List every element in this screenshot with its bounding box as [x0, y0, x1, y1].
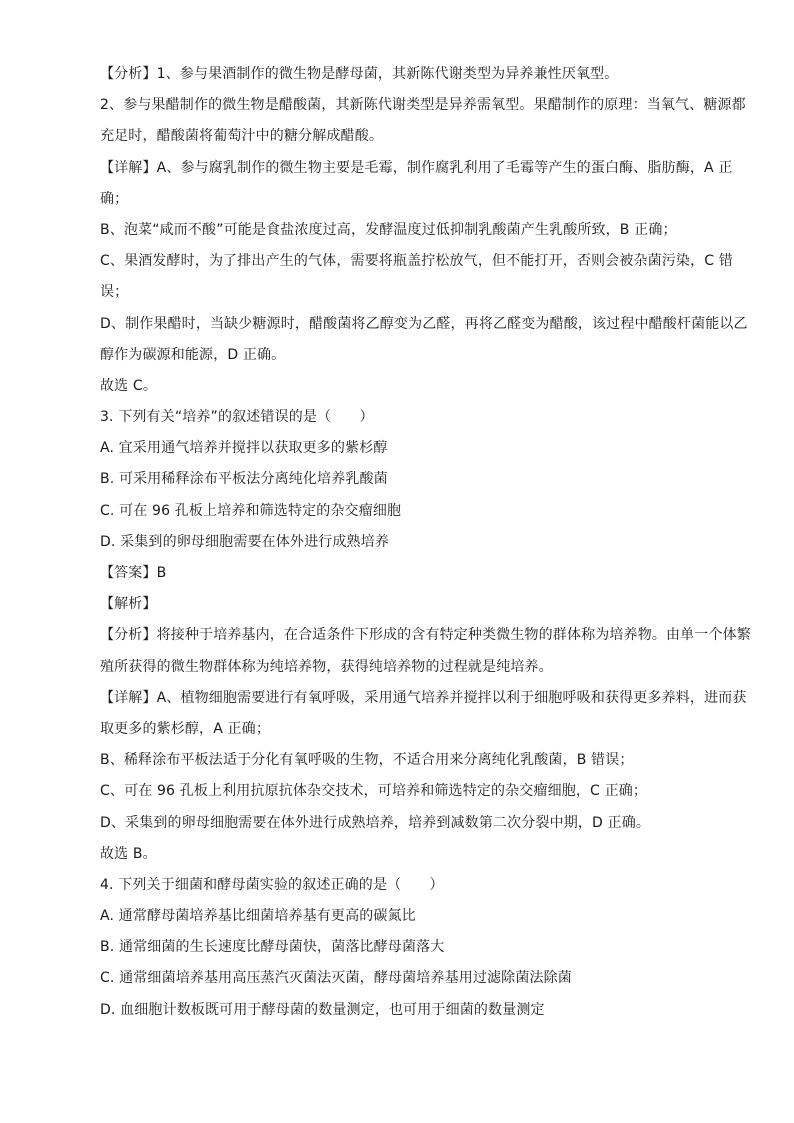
detail-c-line-1: C、果酒发酵时，为了排出产生的气体，需要将瓶盖拧松放气，但不能打开，否则会被杂菌污染，C 错	[100, 253, 733, 270]
q3-detail-a-line-2: 取更多的紫杉醇，A 正确；	[100, 720, 270, 737]
question-3-explanation-heading: 【解析】	[100, 596, 157, 613]
question-4-stem: 4. 下列关于细菌和酵母菌实验的叙述正确的是（ ）	[100, 876, 444, 893]
detail-c-line-2: 误；	[100, 284, 129, 301]
q3-detail-a-line-1: 【详解】A、植物细胞需要进行有氧呼吸，采用通气培养并搅拌以利于细胞呼吸和获得更多养料，进而获	[100, 689, 747, 706]
question-3-answer: 【答案】B	[100, 565, 167, 581]
detail-d-line-1: D、制作果醋时，当缺少糖源时，醋酸菌将乙醇变为乙醛，再将乙醛变为醋酸，该过程中醋酸杆菌能以乙	[100, 315, 748, 332]
analysis-line-1: 【分析】1、参与果酒制作的微生物是酵母菌，其新陈代谢类型为异养兼性厌氧型。	[100, 66, 619, 82]
question-3-option-c: C. 可在 96 孔板上培养和筛选特定的杂交瘤细胞	[100, 502, 402, 519]
analysis-line-3: 充足时，醋酸菌将葡萄汁中的糖分解成醋酸。	[100, 128, 383, 145]
question-3-stem: 3. 下列有关“培养”的叙述错误的是（ ）	[100, 409, 374, 426]
q3-analysis-line-1: 【分析】将接种于培养基内，在合适条件下形成的含有特定种类微生物的群体称为培养物。由单一个体繁	[100, 627, 751, 644]
analysis-line-2: 2、参与果醋制作的微生物是醋酸菌，其新陈代谢类型是异养需氧型。果醋制作的原理：当氧气、糖源都	[100, 97, 746, 114]
question-3-option-a: A. 宜采用通气培养并搅拌以获取更多的紫杉醇	[100, 440, 388, 457]
question-4-option-d: D. 血细胞计数板既可用于酵母菌的数量测定，也可用于细菌的数量测定	[100, 1001, 545, 1018]
q3-detail-c-line: C、可在 96 孔板上利用抗原抗体杂交技术，可培养和筛选特定的杂交瘤细胞，C 正确；	[100, 783, 648, 800]
question-3-option-b: B. 可采用稀释涂布平板法分离纯化培养乳酸菌	[100, 471, 388, 488]
detail-a-line-2: 确；	[100, 190, 129, 207]
question-4-option-b: B. 通常细菌的生长速度比酵母菌快，菌落比酵母菌落大	[100, 939, 445, 956]
question-4-option-c: C. 通常细菌培养基用高压蒸汽灭菌法灭菌，酵母菌培养基用过滤除菌法除菌	[100, 970, 572, 987]
question-3-option-d: D. 采集到的卵母细胞需要在体外进行成熟培养	[100, 533, 389, 550]
choice-conclusion-1: 故选 C。	[100, 377, 157, 394]
q3-detail-d-line: D、采集到的卵母细胞需要在体外进行成熟培养，培养到减数第二次分裂中期，D 正确。	[100, 814, 651, 831]
detail-b-line: B、泡菜“咸而不酸”可能是食盐浓度过高，发酵温度过低抑制乳酸菌产生乳酸所致，B 正确；	[100, 221, 677, 238]
q3-analysis-line-2: 殖所获得的微生物群体称为纯培养物，获得纯培养物的过程就是纯培养。	[100, 658, 553, 675]
question-4-option-a: A. 通常酵母菌培养基比细菌培养基有更高的碳氮比	[100, 908, 416, 925]
choice-conclusion-2: 故选 B。	[100, 845, 157, 862]
q3-detail-b-line: B、稀释涂布平板法适于分化有氧呼吸的生物，不适合用来分离纯化乳酸菌，B 错误；	[100, 752, 634, 769]
detail-a-line-1: 【详解】A、参与腐乳制作的微生物主要是毛霉，制作腐乳利用了毛霉等产生的蛋白酶、脂肪酶，A 正	[100, 159, 733, 176]
detail-d-line-2: 醇作为碳源和能源，D 正确。	[100, 346, 286, 363]
